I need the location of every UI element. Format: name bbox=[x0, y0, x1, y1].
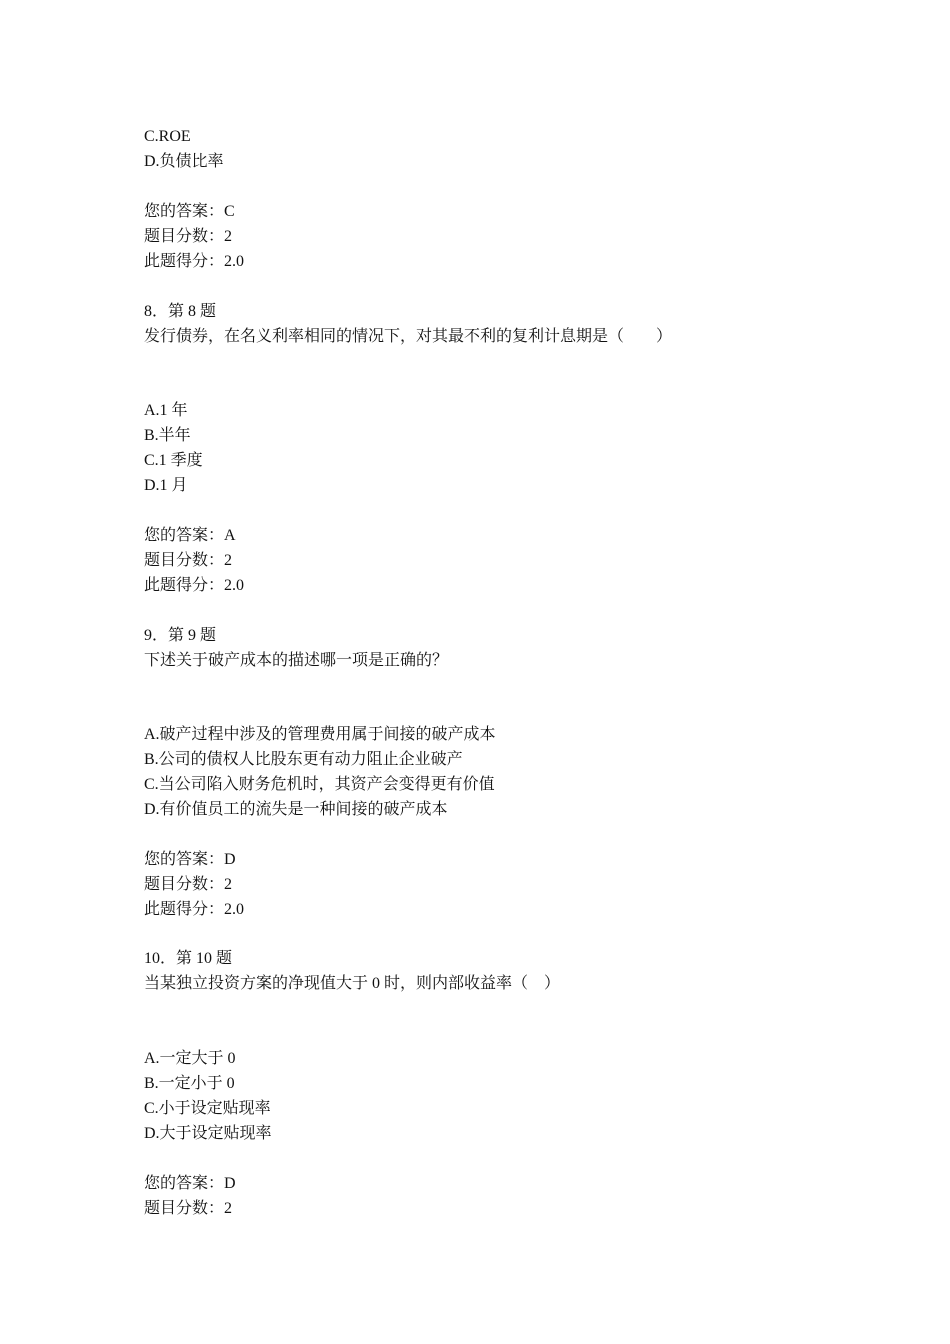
q8-option-b: B.半年 bbox=[144, 427, 191, 444]
q7-points: 题目分数：2 bbox=[144, 228, 233, 245]
q10-option-b: B.一定小于 0 bbox=[144, 1075, 235, 1092]
q7-your-answer: 您的答案：C bbox=[144, 203, 235, 220]
q8-option-c: C.1 季度 bbox=[144, 452, 203, 469]
q10-option-a: A.一定大于 0 bbox=[144, 1050, 236, 1067]
q10-question-text: 当某独立投资方案的净现值大于 0 时，则内部收益率（ ） bbox=[144, 975, 561, 992]
q9-score: 此题得分：2.0 bbox=[144, 901, 245, 918]
q9-option-c: C.当公司陷入财务危机时，其资产会变得更有价值 bbox=[144, 776, 495, 793]
q10-points: 题目分数：2 bbox=[144, 1200, 233, 1217]
q8-score: 此题得分：2.0 bbox=[144, 577, 245, 594]
q10-option-d: D.大于设定贴现率 bbox=[144, 1125, 272, 1142]
q9-option-a: A.破产过程中涉及的管理费用属于间接的破产成本 bbox=[144, 726, 496, 743]
q10-heading: 10．第 10 题 bbox=[144, 950, 233, 967]
q8-heading: 8．第 8 题 bbox=[144, 303, 217, 320]
q8-points: 题目分数：2 bbox=[144, 552, 233, 569]
q9-option-b: B.公司的债权人比股东更有动力阻止企业破产 bbox=[144, 751, 463, 768]
q7-option-d: D.负债比率 bbox=[144, 153, 224, 170]
q9-your-answer: 您的答案：D bbox=[144, 851, 236, 868]
q9-points: 题目分数：2 bbox=[144, 876, 233, 893]
q8-option-d: D.1 月 bbox=[144, 477, 188, 494]
q8-question-text: 发行债券，在名义利率相同的情况下，对其最不利的复利计息期是（ ） bbox=[144, 328, 673, 345]
q7-score: 此题得分：2.0 bbox=[144, 253, 245, 270]
q9-question-text: 下述关于破产成本的描述哪一项是正确的？ bbox=[144, 652, 449, 669]
q10-option-c: C.小于设定贴现率 bbox=[144, 1100, 271, 1117]
q10-your-answer: 您的答案：D bbox=[144, 1175, 236, 1192]
q8-your-answer: 您的答案：A bbox=[144, 527, 236, 544]
q7-option-c: C.ROE bbox=[144, 128, 191, 145]
q9-option-d: D.有价值员工的流失是一种间接的破产成本 bbox=[144, 801, 448, 818]
q9-heading: 9．第 9 题 bbox=[144, 627, 217, 644]
q8-option-a: A.1 年 bbox=[144, 402, 188, 419]
